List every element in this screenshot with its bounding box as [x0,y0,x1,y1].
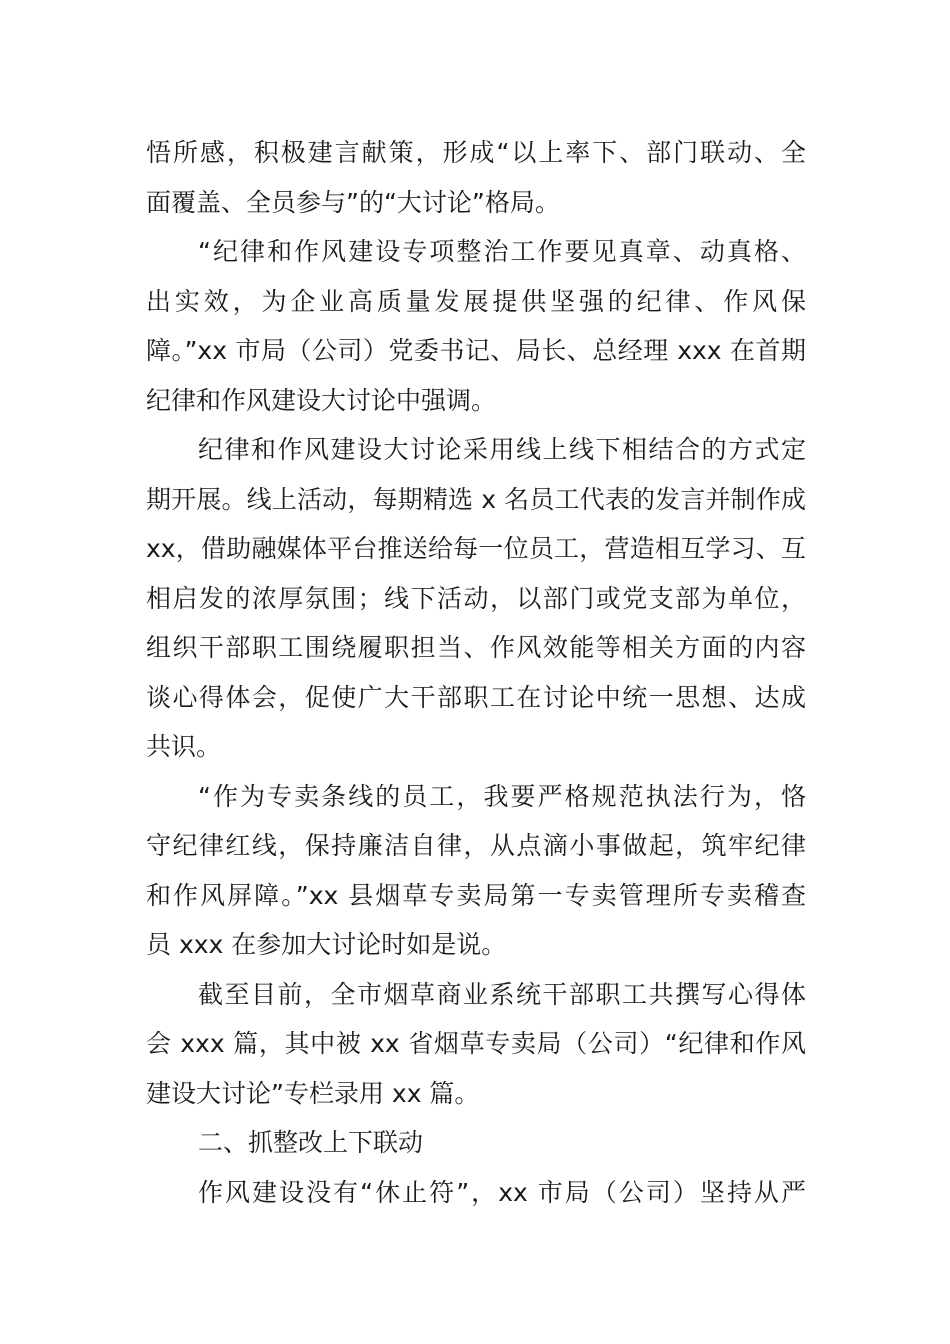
text-line: 纪律和作风建设大讨论中强调。 [146,385,497,415]
text-line: 和作风屏障。”xx 县烟草专卖局第一专卖管理所专卖稽查 [146,880,806,910]
text-line: 障。”xx 市局（公司）党委书记、局长、总经理 xxx 在首期 [146,336,806,365]
text-line: 组织干部职工围绕履职担当、作风效能等相关方面的内容 [146,633,806,662]
text-line: 截至目前，全市烟草商业系统干部职工共撰写心得体 [198,979,806,1009]
text-line: 谈心得体会，促使广大干部职工在讨论中统一思想、达成 [146,682,806,712]
text-line: xx，借助融媒体平台推送给每一位员工，营造相互学习、互 [146,534,806,563]
paragraph-4 [146,772,806,970]
document-body [146,128,806,1217]
text-line: 相启发的浓厚氛围；线下活动，以部门或党支部为单位， [146,583,806,613]
text-line: 建设大讨论”专栏录用 xx 篇。 [146,1078,480,1108]
text-line: 守纪律红线，保持廉洁自律，从点滴小事做起，筑牢纪律 [146,831,806,860]
text-line: 作风建设没有“休止符”，xx 市局（公司）坚持从严 [198,1177,806,1207]
text-line: 面覆盖、全员参与”的“大讨论”格局。 [146,187,560,217]
paragraph-2 [146,227,806,425]
text-line: 员 xxx 在参加大讨论时如是说。 [146,930,507,959]
text-line: “纪律和作风建设专项整治工作要见真章、动真格、 [198,237,806,266]
text-line: 期开展。线上活动，每期精选 x 名员工代表的发言并制作成 [146,484,806,514]
paragraph-1 [146,128,806,227]
text-line: 出实效，为企业高质量发展提供坚强的纪律、作风保 [146,286,806,316]
text-line: 共识。 [146,732,222,761]
text-line: 会 xxx 篇，其中被 xx 省烟草专卖局（公司）“纪律和作风 [146,1029,806,1058]
paragraph-7 [146,1168,806,1218]
section-heading [146,1118,806,1168]
heading-line: 二、抓整改上下联动 [198,1128,424,1157]
text-line: “作为专卖条线的员工，我要严格规范执法行为，恪 [198,781,806,811]
paragraph-3 [146,425,806,772]
text-line: 悟所感，积极建言献策，形成“以上率下、部门联动、全 [146,138,806,167]
text-line: 纪律和作风建设大讨论采用线上线下相结合的方式定 [198,435,806,464]
paragraph-5 [146,970,806,1119]
